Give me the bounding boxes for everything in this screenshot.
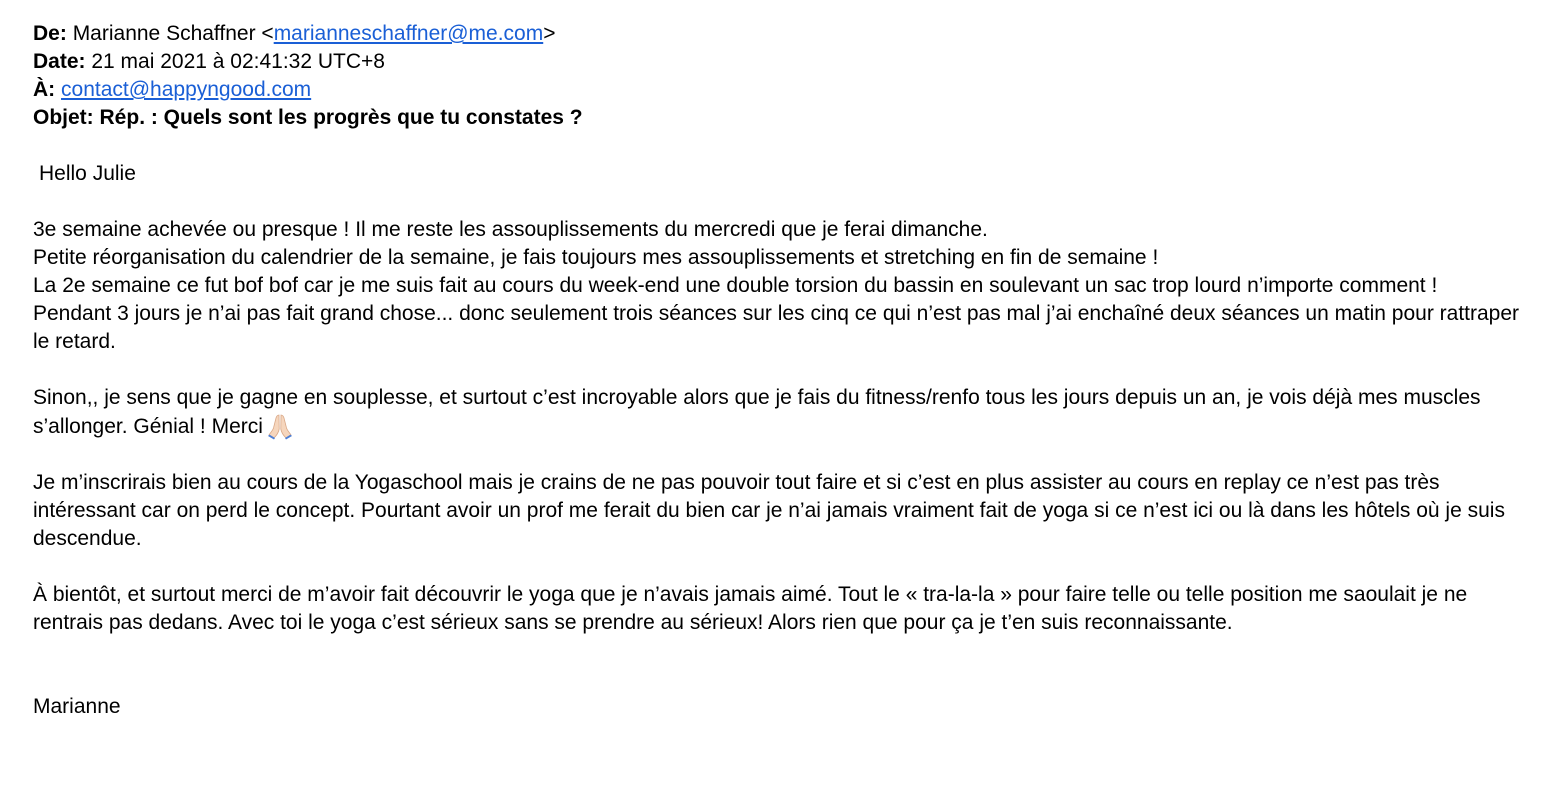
from-email-link[interactable]: marianneschaffner@me.com: [273, 22, 544, 45]
to-line: [33, 76, 1533, 104]
subject-label: Objet:: [33, 106, 94, 129]
paragraph-line: La 2e semaine ce fut bof bof car je me suis fait au cours du week-end une double torsion du bassin en soulevant un sac trop lourd n’importe comment !: [33, 274, 1438, 297]
signature: Marianne: [33, 695, 121, 718]
from-line: [33, 20, 1533, 48]
subject-line: [33, 104, 1533, 132]
to-email-link[interactable]: contact@happyngood.com: [61, 78, 312, 101]
paragraph-yogaschool: Je m’inscrirais bien au cours de la Yogaschool mais je crains de ne pas pouvoir tout faire et si c’est en plus assister au cours en replay ce n’est pas très intéressant car on perd le concept. Pourtant avoir un prof me ferait du bien car je n’ai jamais vraiment fait de yoga si ce n’est ici ou là dans les hôtels où je suis descendue.: [33, 471, 1505, 550]
from-close: >: [543, 22, 556, 45]
paragraph-flexibility: [33, 384, 1533, 441]
paragraph-line: Pendant 3 jours je n’ai pas fait grand chose... donc seulement trois séances sur les cinq ce qui n’est pas mal j’ai enchaîné deux séances un matin pour rattraper le retard.: [33, 302, 1520, 353]
to-label: À:: [33, 78, 56, 101]
paragraph-line: Petite réorganisation du calendrier de la semaine, je fais toujours mes assouplissements et stretching en fin de semaine !: [33, 246, 1159, 269]
subject-value: Rép. : Quels sont les progrès que tu constates ?: [99, 106, 583, 129]
email-message: [33, 20, 1533, 721]
folded-hands-icon: [265, 412, 295, 440]
greeting: Hello Julie: [39, 162, 136, 185]
date-label: Date:: [33, 50, 86, 73]
paragraph-line: 3e semaine achevée ou presque ! Il me reste les assouplissements du mercredi que je ferai dimanche.: [33, 218, 988, 241]
paragraph-thanks: À bientôt, et surtout merci de m’avoir fait découvrir le yoga que je n’avais jamais aimé. Tout le « tra-la-la » pour faire telle ou telle position me saoulait je ne rentrais pas dedans. Avec toi le yoga c’est sérieux sans se prendre au sérieux! Alors rien que pour ça je t’en suis reconnaissante.: [33, 583, 1468, 634]
from-name: Marianne Schaffner <: [72, 22, 274, 45]
paragraph-text: Sinon,, je sens que je gagne en souplesse, et surtout c’est incroyable alors que je fais du fitness/renfo tous les jours depuis un an, je vois déjà mes muscles s’allonger. Génial ! Merci: [33, 386, 1481, 438]
from-label: De:: [33, 22, 67, 45]
date-value: 21 mai 2021 à 02:41:32 UTC+8: [91, 50, 385, 73]
paragraph-progress: [33, 216, 1533, 356]
date-line: [33, 48, 1533, 76]
